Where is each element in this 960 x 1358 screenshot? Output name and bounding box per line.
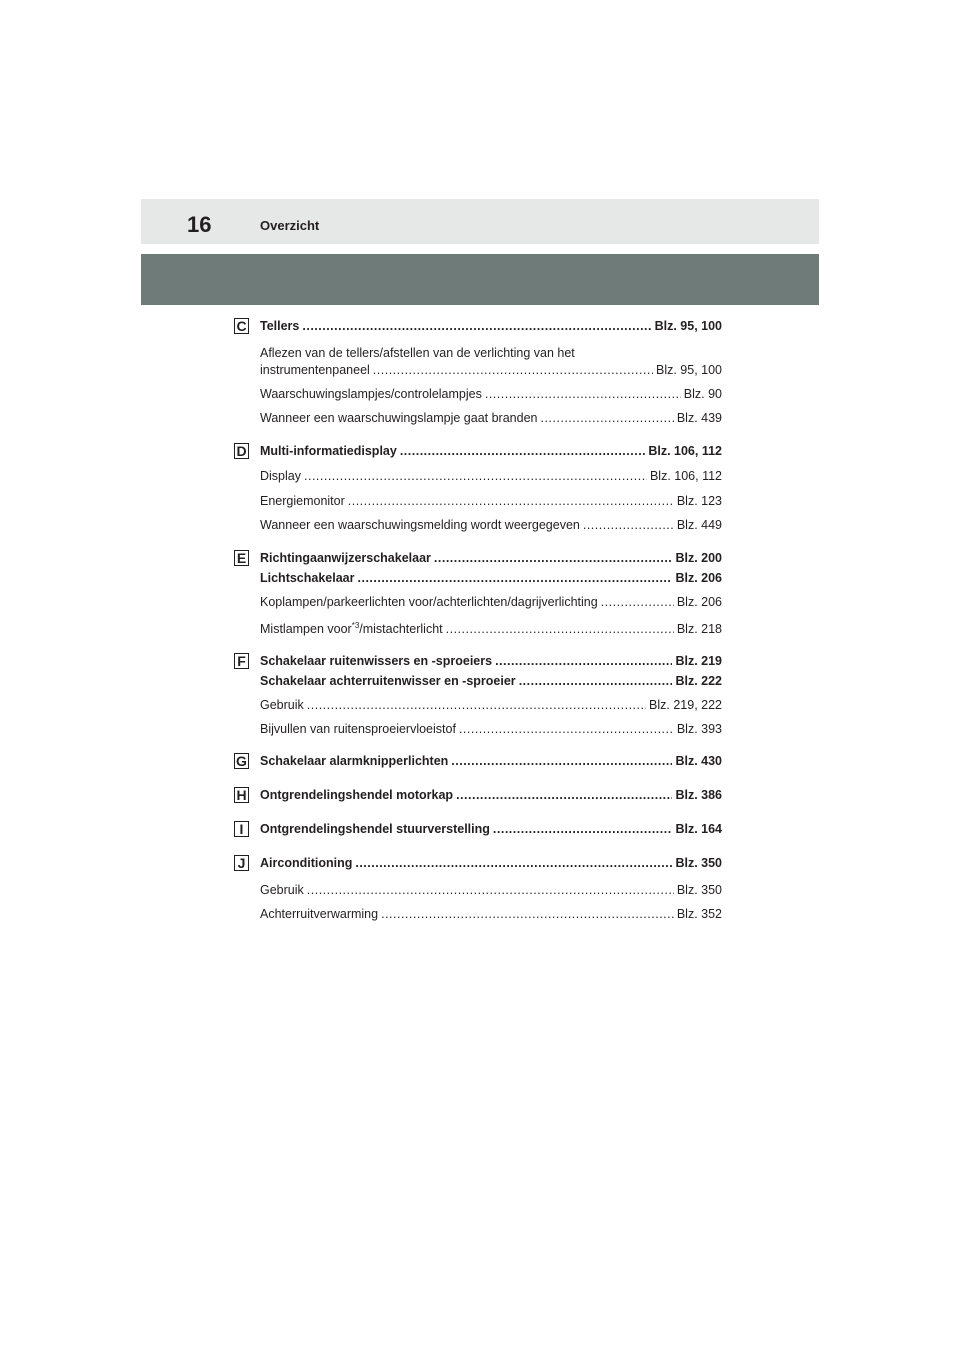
leader-dots [601,594,674,610]
leader-dots [304,468,647,484]
entry-page: Blz. 219 [675,654,722,668]
entry-page: Blz. 350 [675,856,722,870]
leader-dots [307,882,674,898]
entry-label: Achterruitverwarming [260,907,379,921]
entry-page: Blz. 123 [676,494,722,508]
footnote-marker: *3 [351,620,360,630]
entry-page: Blz. 350 [676,883,722,897]
leader-dots [373,362,653,378]
entry-page: Blz. 200 [675,551,722,565]
entry-page: Blz. 352 [676,907,722,921]
marker-j: J [234,855,249,871]
entry-page: Blz. 206 [675,571,722,585]
index-entry-energiemonitor[interactable] [260,493,722,509]
index-entry-ruitensproeiervloeistof[interactable] [260,721,722,737]
index-entry-alarmknipperlichten[interactable] [260,753,722,769]
marker-g: G [234,753,249,769]
entry-page: Blz. 393 [676,722,722,736]
entry-label: Multi-informatiedisplay [260,444,397,458]
index-entry-waarschuwingsmelding[interactable] [260,517,722,533]
leader-dots [495,653,672,669]
index-entry-stuurverstelling[interactable] [260,821,722,837]
entry-label: instrumentenpaneel [260,363,370,377]
entry-label: Airconditioning [260,856,353,870]
entry-label: Lichtschakelaar [260,571,355,585]
entry-label: Display [260,469,301,483]
leader-dots [540,410,673,426]
index-entry-multi-informatiedisplay[interactable] [260,443,722,459]
leader-dots [485,386,681,402]
leader-dots [456,787,672,803]
marker-e: E [234,550,249,566]
index-entry-richtingaanwijzerschakelaar[interactable] [260,550,722,566]
entry-page: Blz. 449 [676,518,722,532]
leader-dots [434,550,673,566]
leader-dots [358,570,673,586]
marker-d: D [234,443,249,459]
leader-dots [400,443,646,459]
index-entry-gebruik-airco[interactable] [260,882,722,898]
entry-page: Blz. 90 [683,387,722,401]
leader-dots [307,697,646,713]
index-entry-achterruitenwisser[interactable] [260,673,722,689]
marker-i: I [234,821,249,837]
index-entry-waarschuwingslampje-branden[interactable] [260,410,722,426]
marker-f: F [234,653,249,669]
entry-page: Blz. 386 [675,788,722,802]
entry-label: Richtingaanwijzerschakelaar [260,551,431,565]
entry-page: Blz. 106, 112 [648,444,722,458]
entry-label-line1: Aflezen van de tellers/afstellen van de verlichting van het [260,346,575,360]
leader-dots [446,621,674,637]
index-entry-tellers[interactable] [260,318,722,334]
entry-label: Wanneer een waarschuwingslampje gaat branden [260,411,538,425]
entry-page: Blz. 219, 222 [649,698,722,712]
index-entry-gebruik-wissers[interactable] [260,697,722,713]
index-entry-ruitenwissers[interactable] [260,653,722,669]
index-entry-instrumentenpaneel[interactable] [260,362,722,378]
entry-label-post: /mistachterlicht [359,622,443,636]
entry-page: Blz. 206 [676,595,722,609]
entry-label: Tellers [260,319,300,333]
entry-label: Ontgrendelingshendel motorkap [260,788,454,802]
entry-label: Gebruik [260,883,304,897]
index-entry-lichtschakelaar[interactable] [260,570,722,586]
leader-dots [355,855,672,871]
index-entry-airconditioning[interactable] [260,855,722,871]
leader-dots [451,753,672,769]
entry-page: Blz. 164 [675,822,722,836]
entry-label: Ontgrendelingshendel stuurverstelling [260,822,490,836]
entry-page: Blz. 439 [676,411,722,425]
index-entry-achterruitverwarming[interactable] [260,906,722,922]
entry-label: Energiemonitor [260,494,345,508]
entry-label: Koplampen/parkeerlichten voor/achterlichten/dagrijverlichting [260,595,598,609]
page-number: 16 [187,212,212,237]
leader-dots [519,673,673,689]
leader-dots [302,318,651,334]
entry-page: Blz. 106, 112 [649,469,722,483]
index-entry-display[interactable] [260,468,722,484]
entry-label-pre: Mistlampen voor [260,622,352,636]
entry-label [260,621,443,637]
index-entry-koplampen[interactable] [260,594,722,610]
index-entry-motorkap[interactable] [260,787,722,803]
entry-label: Gebruik [260,698,304,712]
entry-page: Blz. 430 [675,754,722,768]
entry-page: Blz. 222 [675,674,722,688]
index-entry-mistlampen[interactable] [260,621,722,637]
entry-page: Blz. 95, 100 [654,319,722,333]
leader-dots [348,493,674,509]
entry-page: Blz. 218 [676,622,722,636]
leader-dots [381,906,674,922]
entry-label: Schakelaar alarmknipperlichten [260,754,449,768]
marker-h: H [234,787,249,803]
entry-label: Schakelaar ruitenwissers en -sproeiers [260,654,493,668]
section-title: Overzicht [260,218,320,233]
marker-c: C [234,318,249,334]
entry-page: Blz. 95, 100 [655,363,722,377]
index-entry-waarschuwingslampjes[interactable] [260,386,722,402]
entry-label: Bijvullen van ruitensproeiervloeistof [260,722,456,736]
leader-dots [459,721,674,737]
entry-label: Wanneer een waarschuwingsmelding wordt weergegeven [260,518,580,532]
entry-label: Waarschuwingslampjes/controlelampjes [260,387,482,401]
entry-label: Schakelaar achterruitenwisser en -sproeier [260,674,516,688]
leader-dots [493,821,673,837]
leader-dots [583,517,674,533]
